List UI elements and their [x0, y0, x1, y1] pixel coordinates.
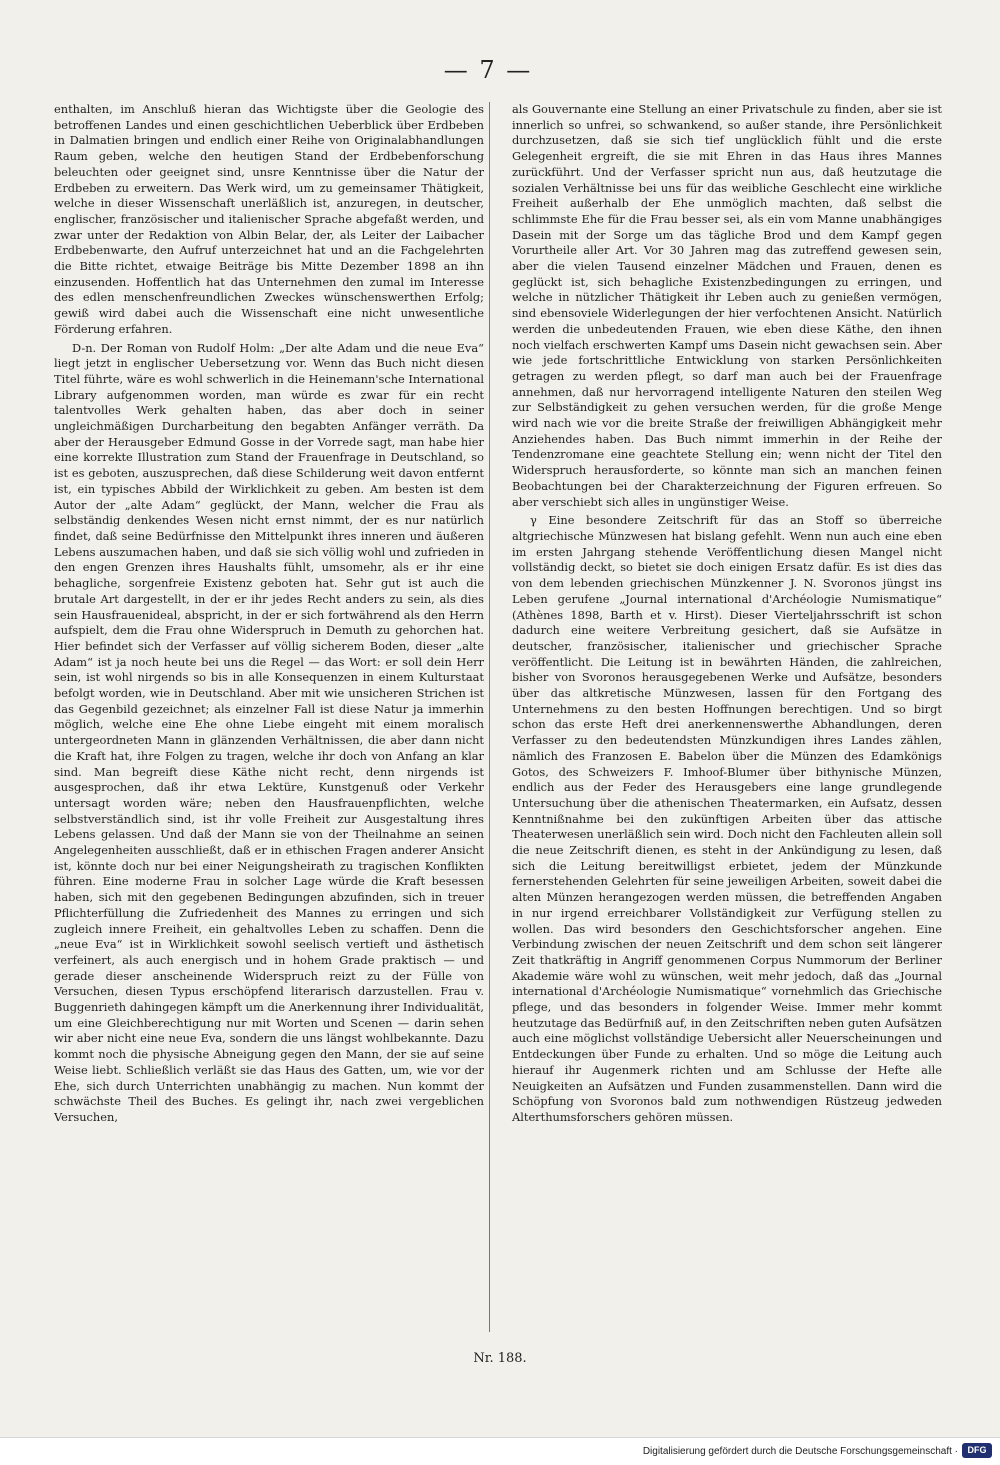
funding-text: Digitalisierung gefördert durch die Deutsche Forschungsgemeinschaft · [642, 1446, 958, 1457]
funding-footer [0, 1437, 1000, 1465]
right-paragraph-2: γ Eine besondere Zeitschrift für das an Stoff so überreiche altgriechische Münzwesen hat bislang gefehlt. Wenn nun auch eine eben im ersten Jahrgang stehende Veröffentlichung diesen Mangel nicht vollständig deckt, so bietet sie doch einigen Ersatz dafür. Es ist dies das von dem lebenden griechischen Münzkenner J. N. Svoronos jüngst ins Leben gerufene „Journal international d'Archéologie Numismatique“ (Athènes 1898, Barth et v. Hirst). Dieser Vierteljahrsschrift ist schon dadurch eine weitere Verbreitung gesichert, daß sie Aufsätze in deutscher, französischer, italienischer und griechischer Sprache veröffentlicht. Die Leitung ist in bewährten Händen, die zahlreichen, bisher von Svoronos herausgegebenen Werke und Aufsätze, besonders über das altkretische Münzwesen, lassen für den Fortgang des Unternehmens zu den besten Hoffnungen berechtigen. Und so birgt schon das erste Heft drei anerkennenswerthe Abhandlungen, deren Verfasser zu den bedeutendsten Münzkundigen ihres Landes zählen, nämlich des Franzosen E. Babelon über die Münzen des Edamkönigs Gotos, des Schweizers F. Imhoof-Blumer über bithynische Münzen, endlich aus der Feder des Herausgebers eine lange grundlegende Untersuchung über die athenischen Theatermarken, ein Aufsatz, dessen Kenntnißnahme bei den zukünftigen Arbeiten über das attische Theaterwesen unerläßlich sein wird. Doch nicht den Fachleuten allein soll die neue Zeitschrift dienen, es steht in der Ankündigung zu lesen, daß sich die Leitung bereitwilligst erbietet, jedem der Münzkunde fernerstehenden Gelehrten für seine jeweiligen Arbeiten, soweit dabei die alten Münzen herangezogen werden müssen, die betreffenden Angaben in nur irgend erreichbarer Vollständigkeit zur Verfügung stellen zu wollen. Das wird besonders den Geschichtsforscher angehen. Eine Verbindung zwischen der neuen Zeitschrift und dem schon seit längerer Zeit thatkräftig in Angriff genommenen Corpus Nummorum der Berliner Akademie wäre wohl zu wünschen, weit mehr jedoch, daß das „Journal international d'Archéologie Numismatique“ vornehmlich das Griechische pflege, und das besonders in folgender Weise. Immer mehr kommt heutzutage das Bedürfniß auf, in den Zeitschriften neben guten Aufsätzen auch eine möglichst vollständige Uebersicht aller Neuerscheinungen und Entdeckungen über Funde zu erhalten. Und so möge die Leitung auch hierauf ihr Augenmerk richten und am Schlusse der Hefte alle Neuigkeiten an Aufsätzen und Funden zusammenstellen. Dann wird die Schöpfung von Svoronos bald zum nothwendigen Rüstzeug jedweden Alterthumsforschers gehören müssen. [512, 513, 942, 1124]
right-column [512, 102, 942, 1126]
left-paragraph-2: D-n. Der Roman von Rudolf Holm: „Der alte Adam und die neue Eva“ liegt jetzt in englischer Uebersetzung vor. Wenn das Buch nicht diesen Titel führte, wäre es wohl schwerlich in die Heinemann'sche International Library aufgenommen worden, man würde es zwar für ein recht talentvolles Werk gehalten haben, das aber doch in seiner ungleichmäßigen Durcharbeitung den begabten Anfänger verräth. Da aber der Herausgeber Edmund Gosse in der Vorrede sagt, man habe hier eine korrekte Illustration zum Stand der Frauenfrage in Deutschland, so ist es geboten, auszusprechen, daß diese Schilderung weit davon entfernt ist, ein typisches Abbild der Wirklichkeit zu geben. Am besten ist dem Autor der „alte Adam“ geglückt, der Mann, welcher die Frau als selbständig denkendes Wesen nicht ernst nimmt, der es nur natürlich findet, daß seine Bedürfnisse den Mittelpunkt ihres inneren und äußeren Lebens auszumachen haben, und daß sie sich völlig wohl und zufrieden in den engen Grenzen ihres Haushalts fühlt, umsomehr, als er ihr eine behagliche, sorgenfreie Existenz geboten hat. Sehr gut ist auch die brutale Art dargestellt, in der er ihr jedes Recht anders zu sein, als dies sein Hausfrauenideal, abspricht, in der er sich fortwährend als den Herrn aufspielt, dem die Frau ohne Widerspruch in Demuth zu gehorchen hat. Hier befindet sich der Verfasser auf völlig sicherem Boden, dieser „alte Adam“ ist ja noch heute bei uns die Regel — das Wort: er soll dein Herr sein, ist wohl nirgends so bis in alle Konsequenzen in einem Kulturstaat befolgt worden, wie in Deutschland. Aber mit wie unsicheren Strichen ist das Gegenbild gezeichnet; als einzelner Fall ist diese Natur ja immerhin möglich, welche eine Ehe ohne Liebe eingeht mit einem moralisch untergeordneten Mann in glänzenden Verhältnissen, die aber dann nicht die Kraft hat, ihre Folgen zu tragen, welche ihr doch von Anfang an klar sind. Man begreift diese Käthe nicht recht, denn nirgends ist ausgesprochen, daß ihr etwa Lektüre, Kunstgenuß oder Verkehr untersagt worden wäre; neben den Hausfrauenpflichten, welche selbstverständlich sind, ist ihr volle Freiheit zur Ausgestaltung ihres Lebens gelassen. Und daß der Mann sie von der Theilnahme an seinen Angelegenheiten ausschließt, daß er in ethischen Fragen anderer Ansicht ist, könnte doch nur bei einer Neigungsheirath zu tragischen Konflikten führen. Eine moderne Frau in solcher Lage würde die Kraft besessen haben, sich mit den gegebenen Bedingungen abzufinden, sich in treuer Pflichterfüllung die Zufriedenheit des Mannes zu erringen und sich zugleich innere Freiheit, ein gehaltvolles Leben zu schaffen. Denn die „neue Eva“ ist in Wirklichkeit sowohl seelisch vertieft und ästhetisch verfeinert, als auch energisch und in hohem Grade praktisch — und gerade dieser anscheinende Widerspruch reizt zu der Fülle von Versuchen, diesen Typus erschöpfend literarisch darzustellen. Frau v. Buggenrieth dahingegen kämpft um die Anerkennung ihrer Individualität, um eine Gleichberechtigung nur mit Worten und Scenen — darin sehen wir aber nicht eine neue Eva, sondern die uns längst wohlbekannte. Dazu kommt noch die physische Abneigung gegen den Mann, der sie auf seine Weise liebt. Schließlich verläßt sie das Haus des Gatten, um, wie vor der Ehe, sich durch Unterrichten unabhängig zu machen. Nun kommt der schwächste Theil des Buches. Es gelingt ihr, nach zwei vergeblichen Versuchen, [54, 340, 484, 1124]
dfg-logo: DFG [962, 1443, 992, 1458]
left-column [54, 102, 484, 1126]
right-paragraph-1: als Gouvernante eine Stellung an einer Privatschule zu finden, aber sie ist innerlich so unfrei, so schwankend, so außer stande, ihre Persönlichkeit durchzusetzen, daß sie sich tief unglücklich fühlt und die erste Gelegenheit ergreift, die sie mit Ehren in das Haus ihres Mannes zurückführt. Und der Verfasser spricht nun aus, daß heutzutage die sozialen Verhältnisse bei uns für das weibliche Geschlecht eine wirkliche Freiheit außerhalb der Ehe unmöglich machten, daß selbst die schlimmste Ehe für die Frau besser sei, als ein vom Manne unabhängiges Dasein mit der Sorge um das tägliche Brod und dem Kampf gegen Vorurtheile aller Art. Vor 30 Jahren mag das zutreffend gewesen sein, aber die vielen Tausend einzelner Mädchen und Frauen, denen es geglückt ist, sich behagliche Existenzbedingungen zu erringen, und welche in nützlicher Thätigkeit ihr Leben auch zu genießen vermögen, sind ebensoviele Widerlegungen der hier verfochtenen Ansicht. Natürlich werden die unbedeutenden Frauen, wie eben diese Käthe, den ihnen noch vielfach erschwerten Kampf ums Dasein nicht gewachsen sein. Aber wie jede fortschrittliche Entwicklung von starken Persönlichkeiten getragen zu werden pflegt, so darf man auch bei der Frauenfrage annehmen, daß nur hervorragend intelligente Naturen den steilen Weg zur Selbständigkeit zu gehen versuchen werden, für die große Menge wird nach wie vor die breite Straße der freiwilligen Abhängigkeit mehr Anziehendes haben. Das Buch nimmt immerhin in der Reihe der Tendenzromane eine geachtete Stellung ein; wenn nicht der Titel den Widerspruch herausforderte, so könnte man sich an manchen feinen Beobachtungen bei der Charakterzeichnung der Figuren erfreuen. So aber verschiebt sich alles in ungünstiger Weise. [512, 102, 942, 509]
column-divider [489, 102, 490, 1332]
left-paragraph-1: enthalten, im Anschluß hieran das Wichtigste über die Geologie des betroffenen Landes und einen geschichtlichen Ueberblick über Erdbeben in Dalmatien bringen und endlich einer Reihe von Originalabhandlungen Raum geben, welche den heutigen Stand der Erdbebenforschung beleuchten oder geeignet sind, unsre Kenntnisse über die Natur der Erdbeben zu erweitern. Das Werk wird, um zu gemeinsamer Thätigkeit, welche in dieser Wissenschaft unerläßlich ist, anzuregen, in deutscher, englischer, französischer und italienischer Sprache abgefaßt werden, und zwar unter der Redaktion von Albin Belar, der, als Leiter der Laibacher Erdbebenwarte, den Aufruf unterzeichnet hat und an die Fachgelehrten die Bitte richtet, etwaige Beiträge bis Mitte Dezember 1898 an ihn einzusenden. Hoffentlich hat das Unternehmen den zumal im Interesse des edlen menschenfreundlichen Zweckes wünschenswerthen Erfolg; gewiß wird dabei auch die Wissenschaft eine nicht unwesentliche Förderung erfahren. [54, 102, 484, 336]
page-number: — 7 — [443, 56, 533, 84]
issue-number: Nr. 188. [473, 1351, 527, 1366]
